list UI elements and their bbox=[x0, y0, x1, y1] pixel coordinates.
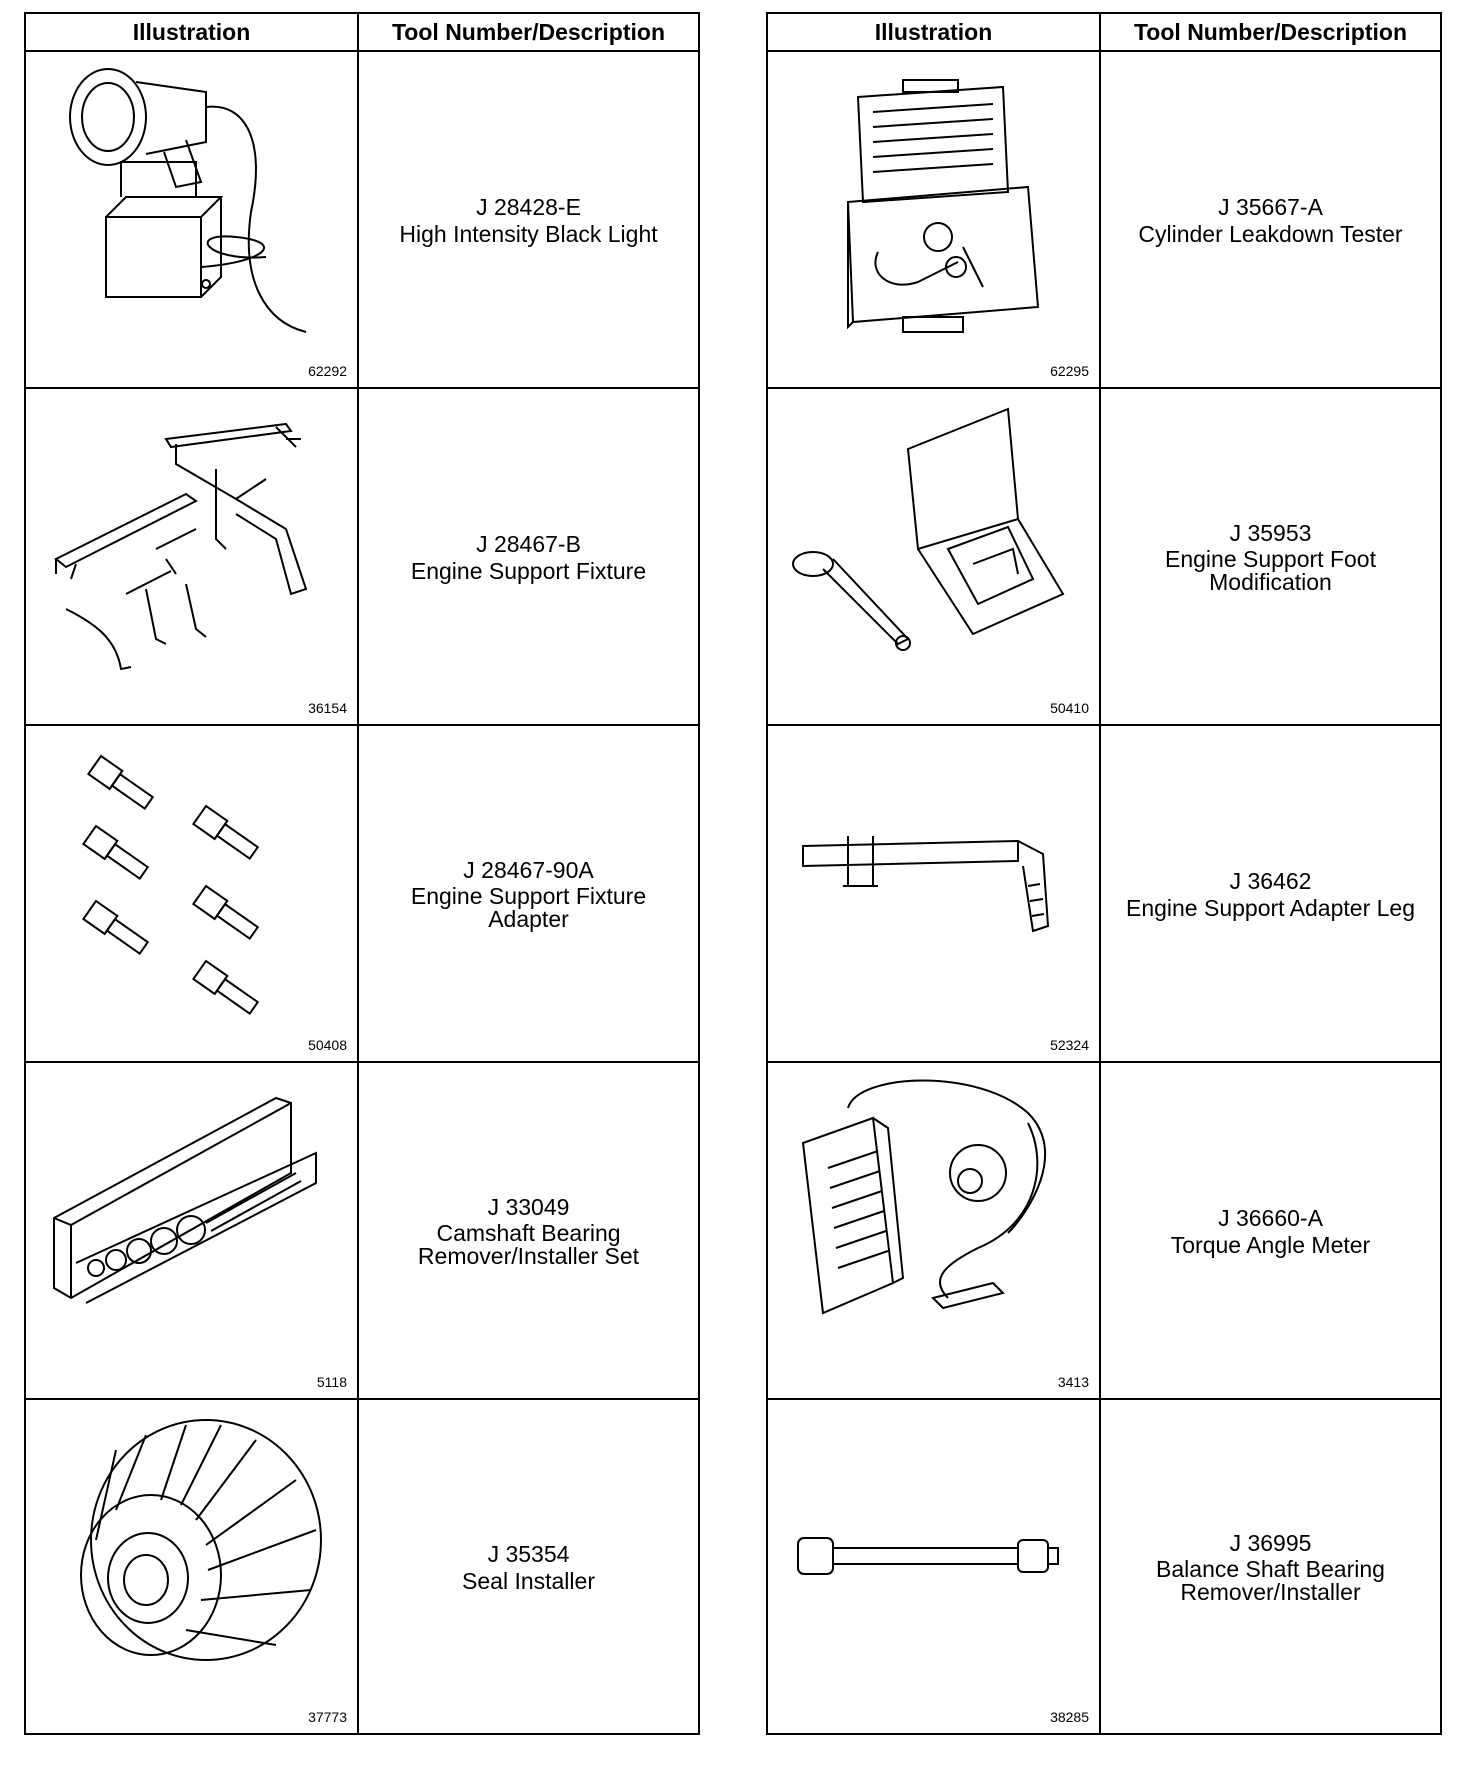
tool-description: Cylinder Leakdown Tester bbox=[1138, 220, 1403, 247]
tool-number: J 35354 bbox=[487, 1541, 570, 1568]
table-row bbox=[26, 1398, 698, 1733]
figure-number: 62295 bbox=[1050, 363, 1089, 379]
illustration-header: Illustration bbox=[768, 14, 1101, 50]
tool-description: Engine Support Fixture Adapter bbox=[410, 883, 647, 933]
tool-number: J 36995 bbox=[1229, 1529, 1312, 1556]
tool-description-cell bbox=[1101, 726, 1440, 1061]
figure-number: 50410 bbox=[1050, 700, 1089, 716]
illustration-cell bbox=[26, 1063, 359, 1398]
tool-number: J 35953 bbox=[1229, 519, 1312, 546]
table-row bbox=[26, 50, 698, 387]
engine-support-fixture-illustration bbox=[36, 399, 349, 689]
table-header bbox=[768, 14, 1440, 50]
tool-description-cell bbox=[359, 1063, 698, 1398]
tool-number: J 28467-90A bbox=[463, 856, 594, 883]
tool-description: Engine Support Adapter Leg bbox=[1125, 894, 1415, 921]
figure-number: 62292 bbox=[308, 363, 347, 379]
figure-number: 5118 bbox=[316, 1374, 347, 1390]
table-row bbox=[26, 1061, 698, 1398]
tool-description-cell bbox=[1101, 389, 1440, 724]
tool-description: Seal Installer bbox=[462, 1567, 595, 1594]
illustration-cell bbox=[768, 726, 1101, 1061]
illustration-cell bbox=[26, 1400, 359, 1733]
tool-number: J 36660-A bbox=[1218, 1205, 1323, 1232]
camshaft-bearing-set-illustration bbox=[36, 1073, 349, 1363]
tool-number: J 36462 bbox=[1229, 868, 1312, 895]
table-row bbox=[26, 724, 698, 1061]
table-row bbox=[26, 387, 698, 724]
table-row bbox=[768, 724, 1440, 1061]
tool-description-cell bbox=[359, 52, 698, 387]
torque-angle-meter-illustration bbox=[778, 1073, 1091, 1363]
seal-installer-illustration bbox=[36, 1410, 349, 1700]
tool-description-cell bbox=[359, 389, 698, 724]
table-row bbox=[768, 387, 1440, 724]
figure-number: 36154 bbox=[308, 700, 347, 716]
tool-description: Torque Angle Meter bbox=[1170, 1231, 1371, 1258]
illustration-cell bbox=[26, 52, 359, 387]
tool-description-cell bbox=[1101, 52, 1440, 387]
tool-description-cell bbox=[359, 726, 698, 1061]
figure-number: 3413 bbox=[1057, 1374, 1089, 1390]
tool-header: Tool Number/Description bbox=[391, 18, 666, 45]
illustration-cell bbox=[26, 389, 359, 724]
figure-number: 52324 bbox=[1050, 1037, 1089, 1053]
tool-description-cell bbox=[1101, 1400, 1440, 1733]
tool-header: Tool Number/Description bbox=[1133, 18, 1408, 45]
tool-description: High Intensity Black Light bbox=[399, 220, 658, 247]
tool-description: Balance Shaft Bearing Remover/Installer bbox=[1156, 1556, 1385, 1606]
table-row bbox=[768, 1398, 1440, 1733]
tool-number: J 33049 bbox=[487, 1193, 570, 1220]
tool-description: Camshaft Bearing Remover/Installer Set bbox=[417, 1220, 640, 1270]
tool-description-cell bbox=[1101, 1063, 1440, 1398]
leakdown-tester-illustration bbox=[778, 62, 1091, 352]
tool-description-cell bbox=[359, 1400, 698, 1733]
illustration-cell bbox=[26, 726, 359, 1061]
figure-number: 38285 bbox=[1050, 1709, 1089, 1725]
table-row bbox=[768, 1061, 1440, 1398]
adapter-set-illustration bbox=[36, 736, 349, 1026]
tool-description: Engine Support Foot Modification bbox=[1165, 546, 1376, 596]
table-header bbox=[26, 14, 698, 50]
illustration-cell bbox=[768, 389, 1101, 724]
tool-number: J 28428-E bbox=[476, 194, 581, 221]
illustration-cell bbox=[768, 1063, 1101, 1398]
figure-number: 37773 bbox=[308, 1709, 347, 1725]
illustration-cell bbox=[768, 1400, 1101, 1733]
figure-number: 50408 bbox=[308, 1037, 347, 1053]
balance-shaft-tool-illustration bbox=[778, 1410, 1091, 1700]
adapter-leg-illustration bbox=[778, 736, 1091, 1026]
tool-number: J 35667-A bbox=[1218, 194, 1323, 221]
right-tool-table bbox=[766, 12, 1442, 1735]
illustration-header: Illustration bbox=[26, 14, 359, 50]
support-foot-illustration bbox=[778, 399, 1091, 689]
table-row bbox=[768, 50, 1440, 387]
tool-description: Engine Support Fixture bbox=[410, 557, 647, 584]
black-light-illustration bbox=[36, 62, 349, 352]
illustration-cell bbox=[768, 52, 1101, 387]
left-tool-table bbox=[24, 12, 700, 1735]
tool-number: J 28467-B bbox=[476, 531, 581, 558]
